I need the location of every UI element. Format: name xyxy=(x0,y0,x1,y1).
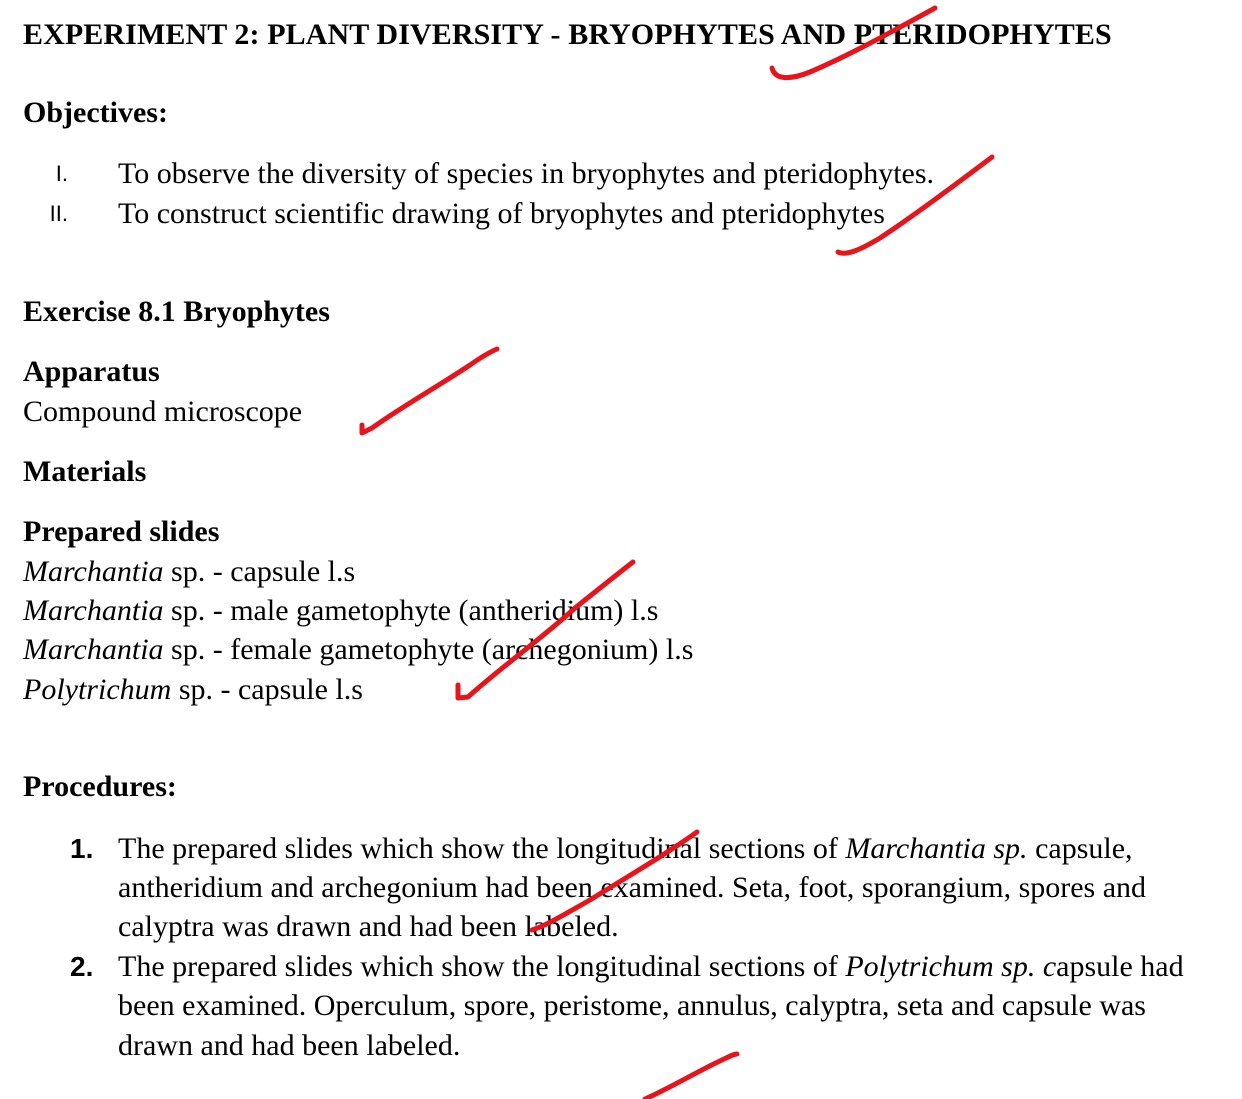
procedure-line: antheridium and archegonium had been examined. Seta, foot, sporangium, spores and xyxy=(118,871,1147,904)
procedure-line xyxy=(118,831,1133,867)
objective-marker: I. xyxy=(55,161,68,186)
slide-item xyxy=(23,554,355,590)
slides-heading: Prepared slides xyxy=(23,515,220,548)
procedure-italic: Polytrichum sp. c xyxy=(845,950,1057,983)
slide-item xyxy=(23,672,363,708)
procedure-text: apsule had xyxy=(1056,950,1184,983)
procedures-heading: Procedures: xyxy=(23,770,177,803)
slide-desc: sp. - capsule l.s xyxy=(171,673,363,706)
objectives-heading: Objectives: xyxy=(23,96,168,129)
procedure-text: The prepared slides which show the longitudinal sections of xyxy=(118,832,846,865)
procedure-line xyxy=(118,949,1184,985)
procedure-line: calyptra was drawn and had been labeled. xyxy=(118,910,619,943)
exercise-heading: Exercise 8.1 Bryophytes xyxy=(23,295,330,328)
procedure-line: drawn and had been labeled. xyxy=(118,1029,461,1062)
objective-item: To observe the diversity of species in bryophytes and pteridophytes. xyxy=(118,157,935,190)
check-mark-bottom xyxy=(645,1054,737,1099)
slide-desc: sp. - female gametophyte (archegonium) l.s xyxy=(163,633,694,666)
procedure-text: capsule, xyxy=(1027,832,1133,865)
slide-item xyxy=(23,593,658,629)
procedure-text: The prepared slides which show the longitudinal sections of xyxy=(118,950,846,983)
objective-marker: II. xyxy=(49,201,68,226)
slide-genus: Marchantia xyxy=(23,594,164,627)
procedure-number: 1. xyxy=(70,833,94,864)
slide-genus: Polytrichum xyxy=(23,673,172,706)
apparatus-heading: Apparatus xyxy=(23,355,160,388)
apparatus-text: Compound microscope xyxy=(23,395,303,428)
check-mark-slides xyxy=(458,562,633,698)
page-title: EXPERIMENT 2: PLANT DIVERSITY - BRYOPHYTES AND PTERIDOPHYTES xyxy=(23,18,1112,51)
procedure-line: been examined. Operculum, spore, peristome, annulus, calyptra, seta and capsule was xyxy=(118,989,1146,1022)
objective-item: To construct scientific drawing of bryophytes and pteridophytes xyxy=(118,197,885,230)
slide-genus: Marchantia xyxy=(23,555,164,588)
check-mark-apparatus xyxy=(362,349,497,433)
slide-item xyxy=(23,632,693,668)
procedure-italic: Marchantia sp. xyxy=(845,832,1028,865)
slide-desc: sp. - capsule l.s xyxy=(163,555,356,588)
procedure-number: 2. xyxy=(70,951,94,982)
slide-desc: sp. - male gametophyte (antheridium) l.s xyxy=(163,594,659,627)
materials-heading: Materials xyxy=(23,455,147,488)
slide-genus: Marchantia xyxy=(23,633,164,666)
